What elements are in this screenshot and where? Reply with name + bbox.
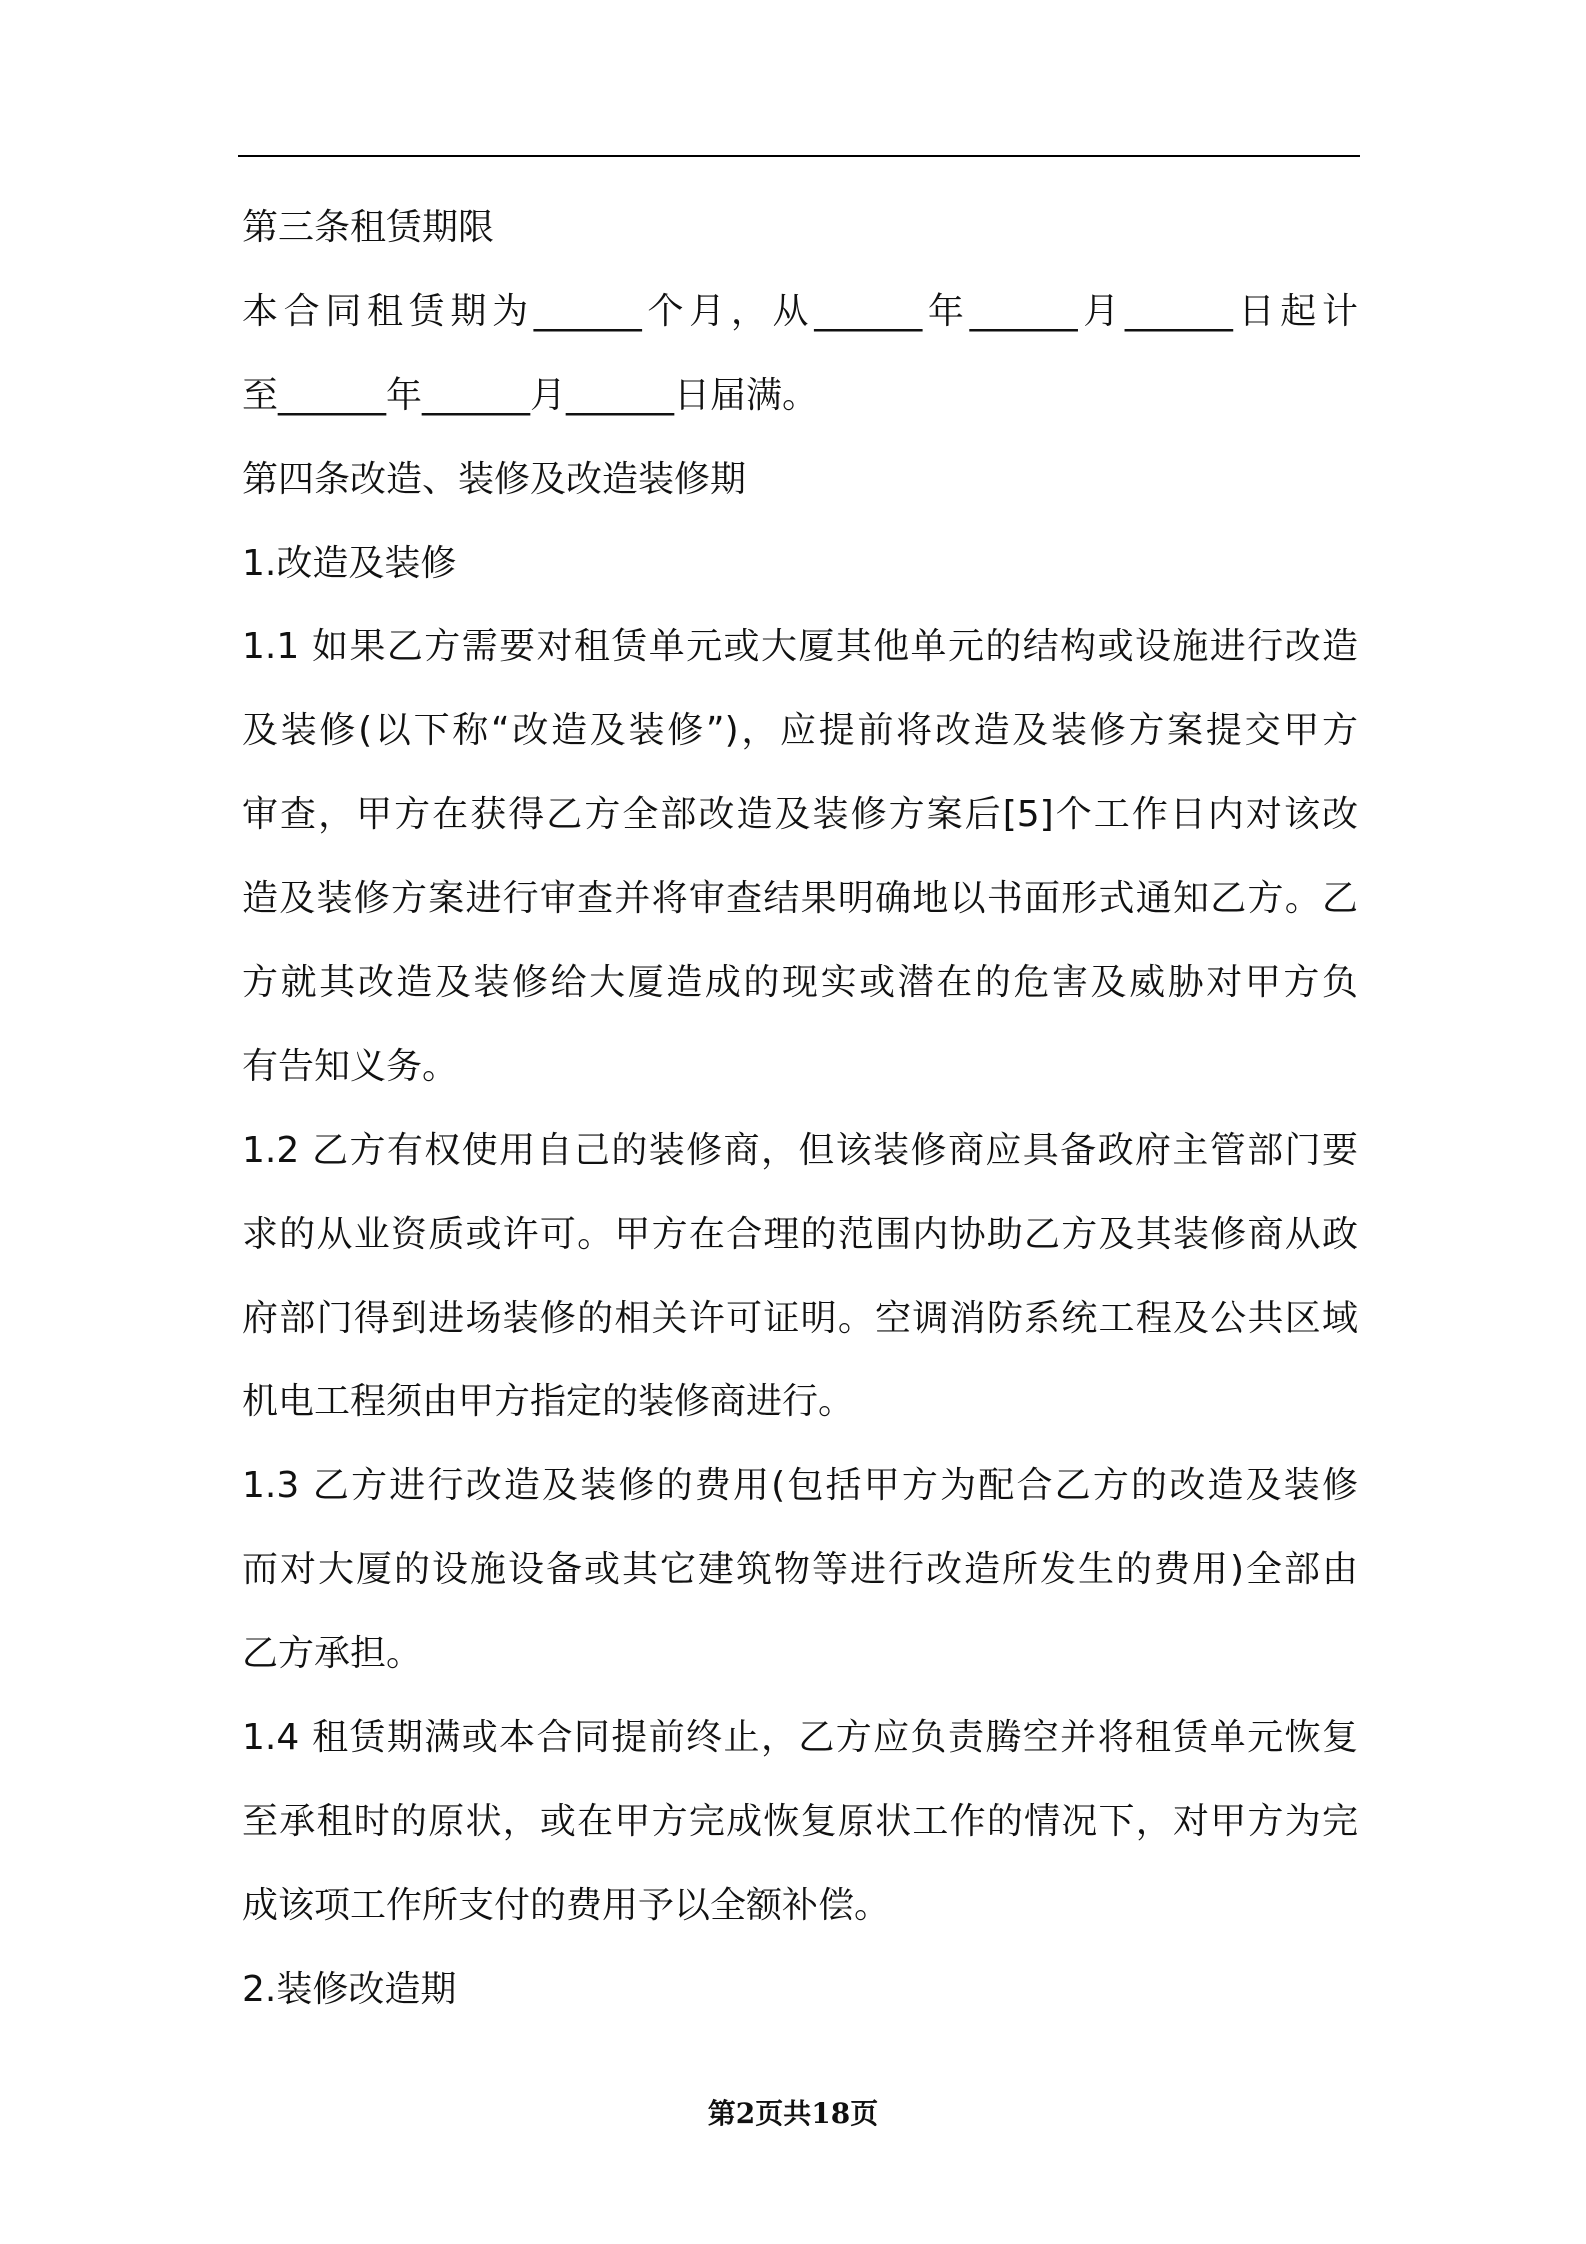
paragraph-line: 造及装修方案进行审查并将审查结果明确地以书面形式通知乙方。乙 (242, 878, 1358, 920)
paragraph-line: 1.2 乙方有权使用自己的装修商，但该装修商应具备政府主管部门要 (242, 1129, 1358, 1171)
article-3-heading (242, 186, 1358, 270)
paragraph-line: 府部门得到进场装修的相关许可证明。空调消防系统工程及公共区域 (242, 1297, 1358, 1339)
lease-term-paragraph (242, 270, 1358, 438)
page-number-footer: 第2页共18页 (707, 2097, 879, 2130)
heading-line: 第三条租赁期限 (242, 207, 495, 248)
paragraph-line: 及装修(以下称“改造及装修”)，应提前将改造及装修方案提交甲方 (242, 710, 1358, 752)
paragraph-line: 至承租时的原状，或在甲方完成恢复原状工作的情况下，对甲方为完 (242, 1800, 1358, 1842)
section-2-heading (242, 1948, 1358, 2032)
paragraph-line: 求的从业资质或许可。甲方在合理的范围内协助乙方及其装修商从政 (242, 1213, 1358, 1255)
clause-1-1 (242, 605, 1358, 1108)
paragraph-line: 机电工程须由甲方指定的装修商进行。 (242, 1381, 855, 1423)
paragraph-line: 有告知义务。 (242, 1045, 459, 1087)
paragraph-line: 至______年______月______日届满。 (242, 374, 819, 416)
header-rule (238, 155, 1360, 157)
paragraph-line: 乙方承担。 (242, 1633, 423, 1675)
paragraph-line: 方就其改造及装修给大厦造成的现实或潜在的危害及威胁对甲方负 (242, 962, 1358, 1004)
article-4-heading (242, 438, 1358, 522)
clause-1-2 (242, 1109, 1358, 1445)
paragraph-line: 而对大厦的设施设备或其它建筑物等进行改造所发生的费用)全部由 (242, 1549, 1358, 1591)
paragraph-line: 1.4 租赁期满或本合同提前终止，乙方应负责腾空并将租赁单元恢复 (242, 1717, 1358, 1759)
section-1-heading (242, 522, 1358, 606)
document-body (242, 186, 1358, 2032)
heading-line: 第四条改造、装修及改造装修期 (242, 458, 747, 500)
heading-line: 2.装修改造期 (242, 1968, 457, 2010)
paragraph-line: 1.1 如果乙方需要对租赁单元或大厦其他单元的结构或设施进行改造 (242, 626, 1358, 668)
clause-1-4 (242, 1696, 1358, 1948)
paragraph-line: 成该项工作所支付的费用予以全额补偿。 (242, 1884, 891, 1926)
paragraph-line: 1.3 乙方进行改造及装修的费用(包括甲方为配合乙方的改造及装修 (242, 1465, 1358, 1507)
paragraph-line: 本合同租赁期为______个月，从______年______月______日起计 (242, 290, 1358, 332)
paragraph-line: 审查，甲方在获得乙方全部改造及装修方案后[5]个工作日内对该改 (242, 794, 1358, 836)
clause-1-3 (242, 1444, 1358, 1696)
heading-line: 1.改造及装修 (242, 542, 457, 584)
